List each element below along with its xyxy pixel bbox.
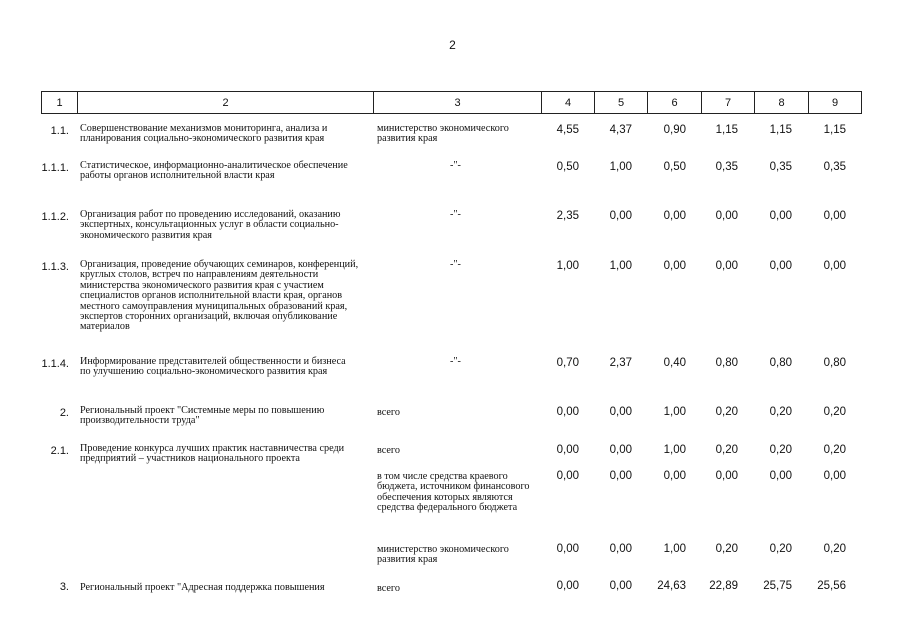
value-col-4: 0,00 (556, 470, 579, 482)
value-col-4: 0,70 (556, 357, 579, 369)
value-col-4: 0,00 (556, 580, 579, 592)
row-number: 2. (59, 407, 69, 419)
value-col-9: 0,35 (823, 161, 846, 173)
row-number: 1.1.2. (41, 211, 69, 223)
table-header (41, 91, 862, 114)
row-number: 2.1. (50, 445, 69, 457)
value-col-7: 0,80 (715, 357, 738, 369)
value-col-8: 0,00 (769, 470, 792, 482)
value-col-5: 1,00 (609, 260, 632, 272)
value-col-7: 0,00 (715, 470, 738, 482)
value-col-4: 2,35 (556, 210, 579, 222)
value-col-9: 0,00 (823, 210, 846, 222)
header-cell-6: 6 (648, 92, 702, 114)
value-col-7: 0,00 (715, 260, 738, 272)
value-col-9: 25,56 (817, 580, 846, 592)
value-col-5: 1,00 (609, 161, 632, 173)
value-col-6: 1,00 (663, 444, 686, 456)
header-cell-7: 7 (702, 92, 755, 114)
row-name: Региональный проект "Системные меры по повышению производительности труда" (80, 405, 325, 427)
row-name: Проведение конкурса лучших практик наставничества среди предприятий – участников национального проекта (80, 443, 345, 465)
row-name: Региональный проект "Адресная поддержка повышения (80, 582, 325, 593)
value-col-5: 0,00 (609, 470, 632, 482)
value-col-9: 0,20 (823, 406, 846, 418)
value-col-6: 0,50 (663, 161, 686, 173)
row-executor: всего (377, 407, 400, 418)
value-col-4: 0,00 (556, 406, 579, 418)
value-col-9: 0,20 (823, 543, 846, 555)
value-col-5: 0,00 (609, 543, 632, 555)
row-number: 1.1.3. (41, 261, 69, 273)
row-name: Организация работ по проведению исследований, оказанию экспертных, консультационных услуг в области социально-экономического развития края (80, 209, 341, 241)
row-number: 1.1.4. (41, 358, 69, 370)
row-name: Организация, проведение обучающих семинаров, конференций, круглых столов, встреч по направлениям деятельности министерства экономического развития края с участием специалистов органов исполнительной власти края, органов местного самоуправления муниципальных образований края, экспертов сторонних организаций, включая опубликование материалов (80, 259, 359, 333)
value-col-8: 0,00 (769, 260, 792, 272)
value-col-9: 0,80 (823, 357, 846, 369)
value-col-5: 4,37 (609, 124, 632, 136)
row-number: 3. (59, 581, 69, 593)
value-col-6: 0,00 (663, 260, 686, 272)
row-executor: -"- (450, 209, 461, 220)
header-cell-8: 8 (755, 92, 809, 114)
value-col-4: 0,00 (556, 543, 579, 555)
header-cell-5: 5 (595, 92, 648, 114)
value-col-9: 0,00 (823, 260, 846, 272)
value-col-5: 0,00 (609, 580, 632, 592)
value-col-7: 0,35 (715, 161, 738, 173)
row-executor: министерство экономического развития края (377, 123, 509, 145)
value-col-6: 1,00 (663, 543, 686, 555)
row-name: Совершенствование механизмов мониторинга, анализа и планирования социально-экономического развития края (80, 123, 328, 145)
value-col-4: 1,00 (556, 260, 579, 272)
value-col-7: 1,15 (715, 124, 738, 136)
row-executor: всего (377, 445, 400, 456)
row-executor: -"- (450, 160, 461, 171)
value-col-5: 0,00 (609, 444, 632, 456)
value-col-5: 0,00 (609, 210, 632, 222)
value-col-8: 0,00 (769, 210, 792, 222)
value-col-7: 0,20 (715, 543, 738, 555)
value-col-6: 0,00 (663, 470, 686, 482)
header-cell-9: 9 (809, 92, 862, 114)
header-cell-1: 1 (42, 92, 78, 114)
value-col-8: 0,20 (769, 444, 792, 456)
page-number: 2 (449, 38, 456, 52)
value-col-8: 1,15 (769, 124, 792, 136)
row-executor: -"- (450, 356, 461, 367)
header-cell-4: 4 (542, 92, 595, 114)
value-col-8: 0,80 (769, 357, 792, 369)
row-number: 1.1. (50, 125, 69, 137)
value-col-6: 0,00 (663, 210, 686, 222)
value-col-5: 2,37 (609, 357, 632, 369)
row-executor: министерство экономического развития края (377, 544, 509, 566)
row-executor: всего (377, 583, 400, 594)
value-col-4: 0,00 (556, 444, 579, 456)
value-col-8: 0,20 (769, 543, 792, 555)
value-col-9: 1,15 (823, 124, 846, 136)
value-col-8: 25,75 (763, 580, 792, 592)
row-name: Статистическое, информационно-аналитическое обеспечение работы органов исполнительной власти края (80, 160, 348, 182)
value-col-4: 4,55 (556, 124, 579, 136)
row-executor: в том числе средства краевого бюджета, источником финансового обеспечения которых являются средства федерального бюджета (377, 471, 530, 514)
row-number: 1.1.1. (41, 162, 69, 174)
header-cell-3: 3 (374, 92, 542, 114)
value-col-6: 1,00 (663, 406, 686, 418)
value-col-7: 0,20 (715, 406, 738, 418)
value-col-6: 0,40 (663, 357, 686, 369)
value-col-7: 0,00 (715, 210, 738, 222)
value-col-6: 24,63 (657, 580, 686, 592)
header-cell-2: 2 (78, 92, 374, 114)
value-col-5: 0,00 (609, 406, 632, 418)
row-executor: -"- (450, 259, 461, 270)
value-col-7: 22,89 (709, 580, 738, 592)
value-col-6: 0,90 (663, 124, 686, 136)
value-col-9: 0,00 (823, 470, 846, 482)
value-col-8: 0,35 (769, 161, 792, 173)
row-name: Информирование представителей общественности и бизнеса по улучшению социально-экономического развития края (80, 356, 346, 378)
value-col-8: 0,20 (769, 406, 792, 418)
value-col-7: 0,20 (715, 444, 738, 456)
value-col-4: 0,50 (556, 161, 579, 173)
value-col-9: 0,20 (823, 444, 846, 456)
